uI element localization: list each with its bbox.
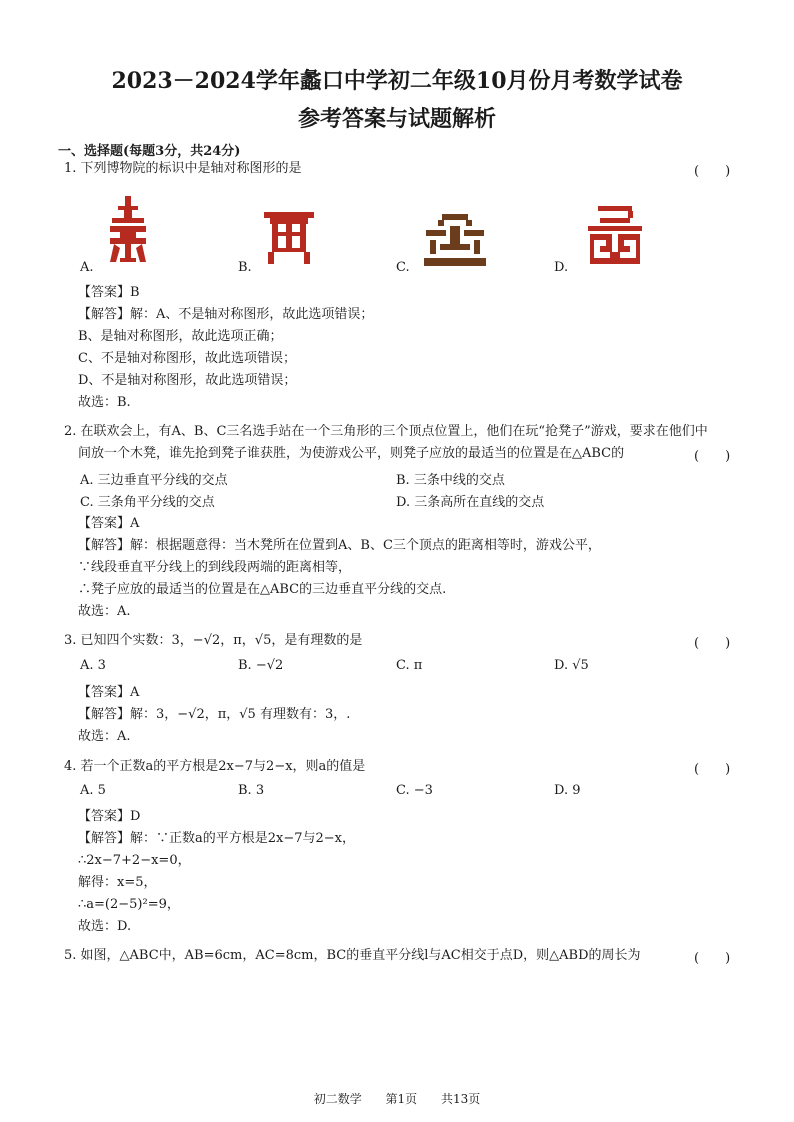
page-subtitle: 参考答案与试题解析	[297, 106, 496, 132]
q4-solution-line: ∴2x−7+2−x=0，	[78, 853, 191, 868]
q1-answer-blank: ( )	[694, 164, 731, 179]
q1-solution-line: 故选：B.	[78, 395, 131, 410]
footer-subject: 初二数学	[313, 1092, 362, 1106]
q3-option-c: C. π	[396, 658, 423, 673]
q4-answer: 【答案】D	[78, 809, 141, 824]
q2-option-d: D. 三条高所在直线的交点	[396, 495, 545, 510]
q3-option-d: D. √5	[554, 658, 589, 673]
q1-answer: 【答案】B	[78, 285, 140, 300]
museum-logo-d	[586, 206, 644, 268]
museum-logo-b	[262, 210, 316, 266]
q3-option-a: A. 3	[80, 658, 106, 673]
q4-solution-line: ∴a=(2−5)²=9，	[78, 897, 180, 912]
q1-solution-line: C、不是轴对称图形，故此选项错误；	[78, 351, 296, 366]
q4-solution-line: 【解答】解：∵正数a的平方根是2x−7与2−x，	[78, 831, 356, 846]
q4-option-c: C. −3	[396, 783, 433, 798]
q1-option-d: D.	[554, 260, 569, 275]
q4-option-d: D. 9	[554, 783, 581, 798]
q2-stem-line2: 间放一个木凳，谁先抢到凳子谁获胜，为使游戏公平，则凳子应放的最适当的位置是在△ABC的	[78, 446, 625, 461]
q3-answer: 【答案】A	[78, 685, 140, 700]
footer-total-pages: 共13页	[441, 1092, 481, 1106]
q4-solution-line: 故选：D.	[78, 919, 132, 934]
q1-option-a: A.	[80, 260, 94, 275]
q3-solution-line: 故选：A.	[78, 729, 131, 744]
q2-option-c: C. 三条角平分线的交点	[80, 495, 215, 510]
section-heading: 一、选择题(每题3分，共24分)	[58, 144, 241, 159]
q2-option-a: A. 三边垂直平分线的交点	[80, 473, 228, 488]
q2-solution-line: ∴凳子应放的最适当的位置是在△ABC的三边垂直平分线的交点.	[78, 582, 447, 597]
q2-solution-line: 【解答】解：根据题意得：当木凳所在位置到A、B、C三个顶点的距离相等时，游戏公平，	[78, 538, 601, 553]
q3-solution-line: 【解答】解：3，−√2，π，√5 有理数有：3，.	[78, 707, 351, 722]
q4-solution-line: 解得：x=5，	[78, 875, 157, 890]
page-footer	[0, 1090, 794, 1107]
q1-option-c: C.	[396, 260, 410, 275]
q1-solution-line: 【解答】解：A、不是轴对称图形，故此选项错误；	[78, 307, 374, 322]
footer-page-number: 第1页	[385, 1092, 418, 1106]
page-title: 2023－2024学年蠡口中学初二年级10月份月考数学试卷	[111, 68, 683, 94]
q1-option-b: B.	[238, 260, 252, 275]
q3-answer-blank: ( )	[694, 636, 731, 651]
q3-option-b: B. −√2	[238, 658, 284, 673]
museum-logo-a	[106, 196, 150, 268]
q4-answer-blank: ( )	[694, 762, 731, 777]
q4-option-a: A. 5	[80, 783, 106, 798]
q2-stem-line1: 2. 在联欢会上，有A、B、C三名选手站在一个三角形的三个顶点位置上，他们在玩“抢凳子”游戏，要求在他们中	[64, 424, 708, 439]
q1-solution-line: B、是轴对称图形，故此选项正确；	[78, 329, 283, 344]
q4-stem: 4. 若一个正数a的平方根是2x−7与2−x，则a的值是	[64, 759, 366, 774]
q4-option-b: B. 3	[238, 783, 265, 798]
q2-answer: 【答案】A	[78, 516, 140, 531]
q3-stem: 3. 已知四个实数：3，−√2，π，√5，是有理数的是	[64, 633, 363, 648]
q1-stem: 1. 下列博物院的标识中是轴对称图形的是	[64, 161, 302, 176]
q2-solution-line: ∵线段垂直平分线上的到线段两端的距离相等，	[78, 560, 352, 575]
q5-stem: 5. 如图，△ABC中，AB=6cm，AC=8cm，BC的垂直平分线l与AC相交于点D，则△ABD的周长为	[64, 948, 641, 963]
q2-option-b: B. 三条中线的交点	[396, 473, 505, 488]
q2-solution-line: 故选：A.	[78, 604, 131, 619]
q2-answer-blank: ( )	[694, 449, 731, 464]
q1-solution-line: D、不是轴对称图形，故此选项错误；	[78, 373, 297, 388]
museum-logo-c	[424, 214, 486, 268]
q5-answer-blank: ( )	[694, 951, 731, 966]
